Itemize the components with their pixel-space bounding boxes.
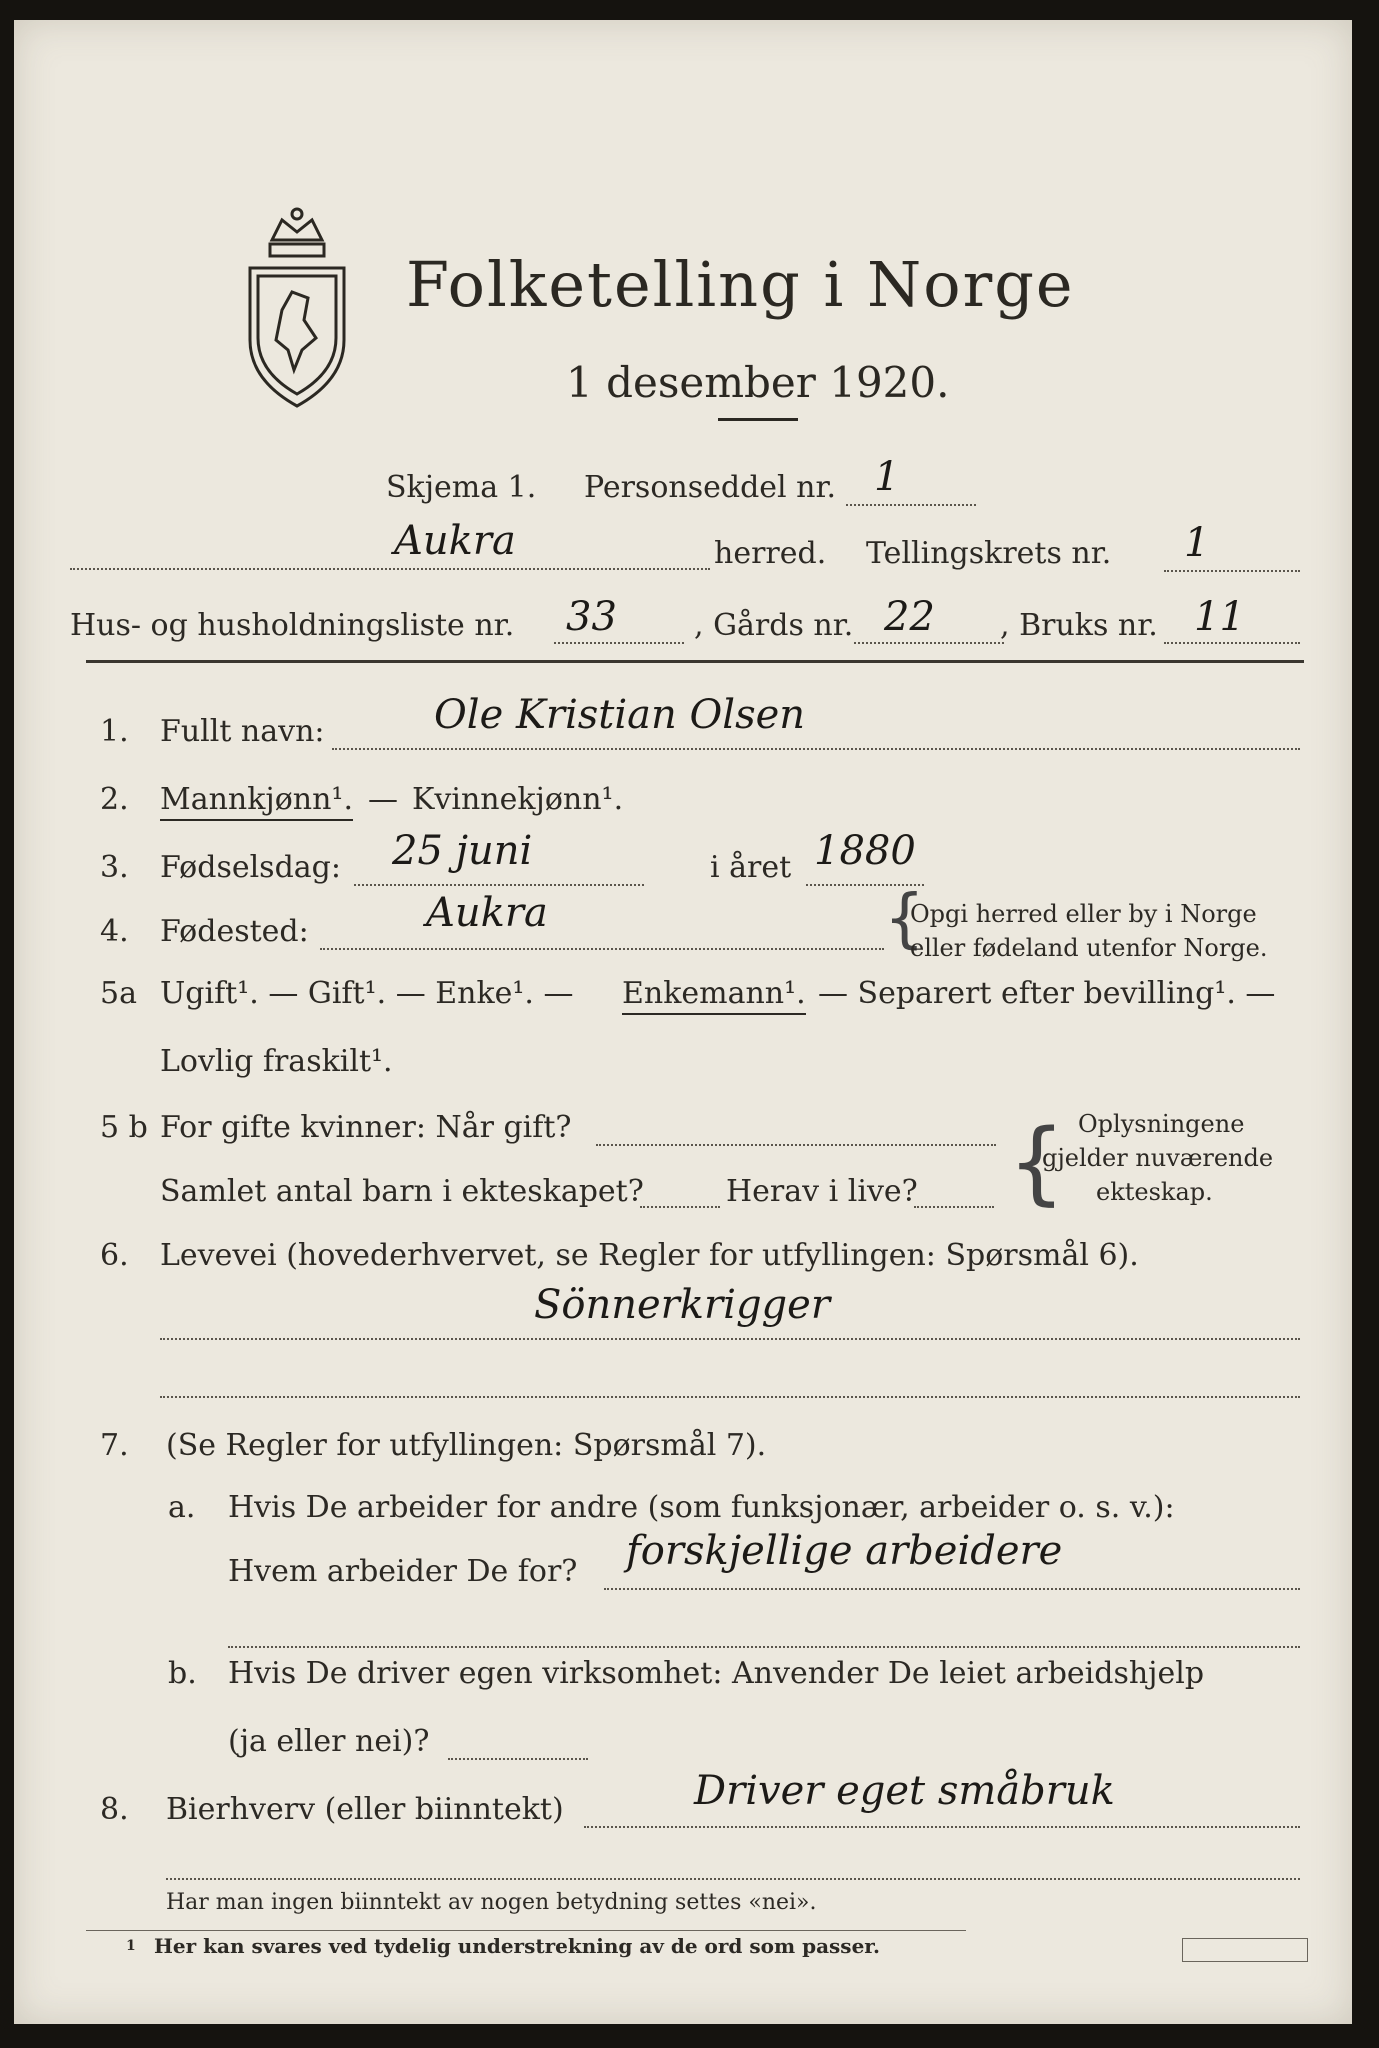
q7b-label: Hvis De driver egen virksomhet: Anvender De leiet arbeidshjelp xyxy=(228,1656,1205,1691)
marital-options-pre[interactable]: Ugift¹. — Gift¹. — Enke¹. — xyxy=(160,976,574,1011)
q5b-note-line2: gjelder nuværende xyxy=(1042,1144,1274,1172)
q3-line xyxy=(354,884,644,886)
q5b-alive-line xyxy=(914,1206,994,1208)
q3-label: Fødselsdag: xyxy=(160,850,341,885)
birthdate-value[interactable]: 25 juni xyxy=(392,828,533,874)
q7-label: (Se Regler for utfyllingen: Spørsmål 7). xyxy=(166,1428,767,1463)
q5b-note-line1: Oplysningene xyxy=(1078,1110,1245,1138)
q2-number: 2. xyxy=(100,782,129,817)
q7b-line xyxy=(448,1758,588,1760)
census-form xyxy=(14,20,1352,2024)
gender-male-option[interactable]: Mannkjønn¹. xyxy=(160,782,353,821)
skjema-label: Skjema 1. xyxy=(386,470,537,505)
q5b-note-line3: ekteskap. xyxy=(1096,1178,1213,1206)
marital-divorced-option[interactable]: Lovlig fraskilt¹. xyxy=(160,1044,393,1079)
q4-number: 4. xyxy=(100,914,129,949)
q8-label: Bierhverv (eller biinntekt) xyxy=(166,1792,564,1827)
personseddel-label: Personseddel nr. xyxy=(584,470,837,505)
form-date: 1 desember 1920. xyxy=(566,358,950,407)
gards-line xyxy=(854,642,1004,644)
q5b-brace: { xyxy=(1008,1110,1066,1215)
q4-label: Fødested: xyxy=(160,914,309,949)
q7a-line1 xyxy=(604,1588,1300,1590)
q4-brace: { xyxy=(884,882,925,956)
q5a-number: 5a xyxy=(100,976,137,1011)
personseddel-value[interactable]: 1 xyxy=(874,454,900,500)
q4-note-line2: eller fødeland utenfor Norge. xyxy=(910,934,1268,962)
footer-note: Har man ingen biinntekt av nogen betydning settes «nei». xyxy=(166,1890,817,1915)
q5b-alive-label: Herav i live? xyxy=(726,1174,918,1209)
q7a-employer-label: Hvem arbeider De for? xyxy=(228,1554,578,1589)
q5b-children-label: Samlet antal barn i ekteskapet? xyxy=(160,1174,644,1209)
herred-label: herred. xyxy=(714,536,827,571)
side-income-value[interactable]: Driver eget småbruk xyxy=(694,1768,1115,1814)
q1-line xyxy=(332,748,1300,750)
herred-line xyxy=(70,568,710,570)
husliste-label: Hus- og husholdningsliste nr. xyxy=(70,608,515,643)
q1-label: Fullt navn: xyxy=(160,714,325,749)
tellingskrets-value[interactable]: 1 xyxy=(1184,520,1210,566)
q7-number: 7. xyxy=(100,1428,129,1463)
q4-line xyxy=(320,948,884,950)
footnote-mark: 1 xyxy=(126,1938,136,1954)
herred-value[interactable]: Aukra xyxy=(394,518,516,564)
q7a-letter: a. xyxy=(168,1490,196,1525)
q2-separator: — xyxy=(368,782,398,817)
printer-stamp xyxy=(1182,1938,1308,1962)
husliste-line xyxy=(554,642,684,644)
q6-line1 xyxy=(160,1338,1300,1340)
bruks-value[interactable]: 11 xyxy=(1194,594,1245,640)
q4-note-line1: Opgi herred eller by i Norge xyxy=(910,900,1257,928)
personseddel-line xyxy=(846,504,976,506)
q6-line2 xyxy=(160,1396,1300,1398)
marital-options-post[interactable]: — Separert efter bevilling¹. — xyxy=(818,976,1276,1011)
q8-line1 xyxy=(584,1826,1300,1828)
footnote-text: Her kan svares ved tydelig understrekning av de ord som passer. xyxy=(154,1934,880,1958)
birthyear-value[interactable]: 1880 xyxy=(814,828,916,874)
q5b-line xyxy=(596,1144,996,1146)
tellingskrets-line xyxy=(1164,570,1300,572)
q7a-label: Hvis De arbeider for andre (som funksjonær, arbeider o. s. v.): xyxy=(228,1490,1175,1525)
q7b-yesno-label: (ja eller nei)? xyxy=(228,1724,430,1759)
gards-value[interactable]: 22 xyxy=(884,594,935,640)
form-title: Folketelling i Norge xyxy=(406,248,1075,321)
q6-number: 6. xyxy=(100,1238,129,1273)
q7b-letter: b. xyxy=(168,1656,197,1691)
q5b-children-line xyxy=(640,1206,720,1208)
bruks-label: , Bruks nr. xyxy=(1000,608,1158,643)
title-divider xyxy=(718,418,798,421)
q3-year-label: i året xyxy=(710,850,792,885)
q8-number: 8. xyxy=(100,1792,129,1827)
gards-label: , Gårds nr. xyxy=(694,608,854,643)
full-name-value[interactable]: Ole Kristian Olsen xyxy=(434,692,806,738)
q5b-number: 5 b xyxy=(100,1110,148,1145)
coat-of-arms-icon xyxy=(232,200,362,410)
husliste-value[interactable]: 33 xyxy=(566,594,617,640)
section-divider xyxy=(86,660,1304,663)
q7a-line2 xyxy=(228,1646,1300,1648)
birthplace-value[interactable]: Aukra xyxy=(426,890,548,936)
q3-number: 3. xyxy=(100,850,129,885)
q8-line2 xyxy=(166,1878,1300,1880)
q1-number: 1. xyxy=(100,714,129,749)
employer-value[interactable]: forskjellige arbeidere xyxy=(626,1528,1063,1574)
footnote-divider xyxy=(86,1930,966,1931)
q6-label: Levevei (hovederhvervet, se Regler for utfyllingen: Spørsmål 6). xyxy=(160,1238,1139,1273)
q5b-label: For gifte kvinner: Når gift? xyxy=(160,1110,572,1145)
bruks-line xyxy=(1164,642,1300,644)
gender-female-option[interactable]: Kvinnekjønn¹. xyxy=(412,782,624,817)
occupation-value[interactable]: Sönnerkrigger xyxy=(534,1282,830,1328)
marital-selected-widower[interactable]: Enkemann¹. xyxy=(622,976,806,1015)
tellingskrets-label: Tellingskrets nr. xyxy=(866,536,1112,571)
